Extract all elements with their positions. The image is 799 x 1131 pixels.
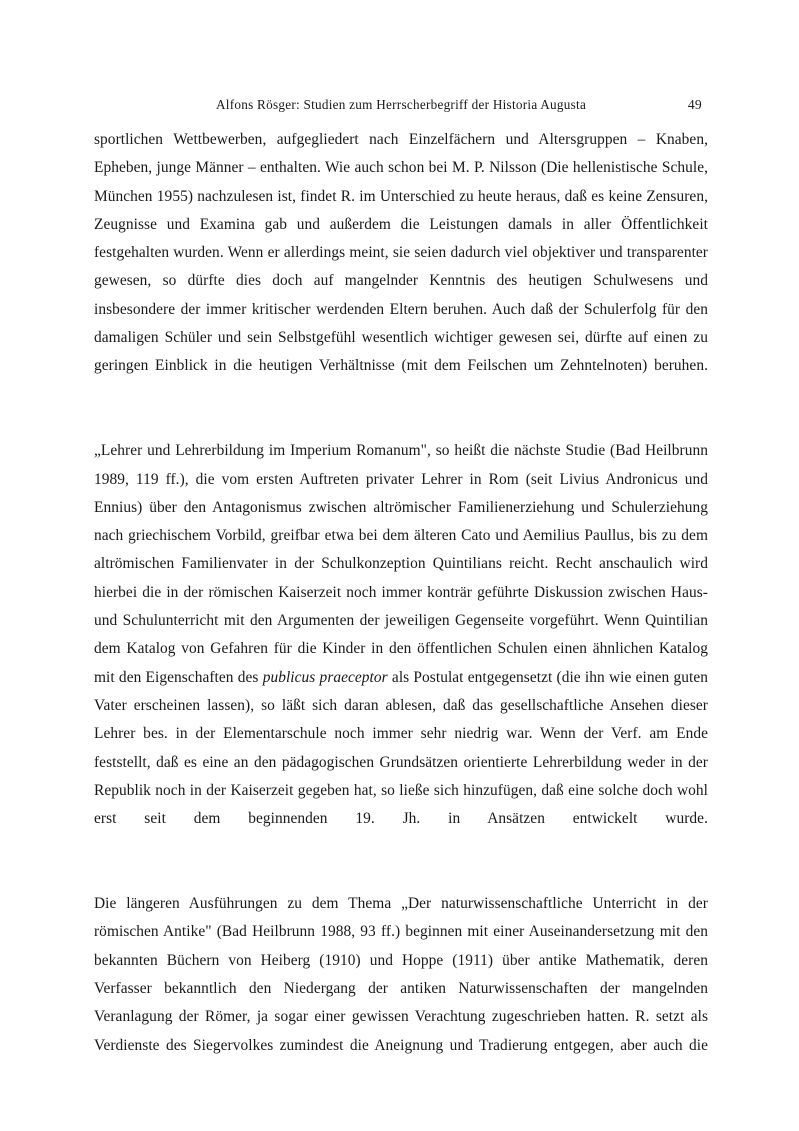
running-head bbox=[94, 96, 708, 116]
running-head-title: Alfons Rösger: Studien zum Herrscherbegriff der Historia Augusta bbox=[216, 97, 587, 112]
paragraph-2-segment-2: als Postulat entgegensetzt (die ihn wie einen guten Vater erscheinen lassen), so läßt sich daran ablesen, daß das gesellschaftliche Ansehen dieser Lehrer bes. in der Elementarschule noch immer sehr niedrig war. Wenn der Verf. am Ende feststellt, daß es eine an den pädagogischen Grundsätzen orientierte Lehrerbildung weder in der Republik noch in der Kaiserzeit gegeben hat, so ließe sich hinzufügen, daß eine solche doch wohl erst seit dem beginnenden 19. Jh. in Ansätzen entwickelt wurde. bbox=[94, 668, 708, 828]
paragraph-2-segment-1: „Lehrer und Lehrerbildung im Imperium Romanum", so heißt die nächste Studie (Bad Heilbrunn 1989, 119 ff.), die vom ersten Auftreten privater Lehrer in Rom (seit Livius Andronicus und Ennius) über den Antagonismus zwischen altrömischer Familienerziehung und Schulerziehung nach griechischem Vorbild, greifbar etwa bei dem älteren Cato und Aemilius Paullus, bis zu dem altrömischen Familienvater in der Schulkonzeption Quintilians reicht. Recht anschaulich wird hierbei die in der römischen Kaiserzeit noch immer konträr geführte Diskussion zwischen Haus- und Schulunterricht mit den Argumenten der jeweiligen Gegenseite vorgeführt. Wenn Quintilian dem Katalog von Gefahren für die Kinder in den öffentlichen Schulen einen ähnlichen Katalog mit den Eigenschaften des bbox=[94, 442, 708, 686]
paragraph-3: Die längeren Ausführungen zu dem Thema „Der naturwissenschaftliche Unterricht in der römischen Antike" (Bad Heilbrunn 1988, 93 ff.) beginnen mit einer Auseinandersetzung mit den bekannten Büchern von Heiberg (1910) und Hoppe (1911) über antike Mathematik, deren Verfasser bekanntlich den Niedergang der antiken Naturwissenschaften der mangelnden Veranlagung der Römer, ja sogar einer gewissen Verachtung zugeschrieben hatten. R. setzt als Verdienste des Siegervolkes zumindest die Aneignung und Tradierung entgegen, aber auch die bbox=[94, 895, 708, 1054]
page-number: 49 bbox=[687, 97, 702, 112]
latin-term-publicus-praeceptor: publicus praeceptor bbox=[262, 668, 388, 686]
paragraph-2 bbox=[94, 437, 708, 861]
paragraph-1: sportlichen Wettbewerben, aufgegliedert nach Einzelfächern und Altersgruppen – Knaben, Epheben, junge Männer – enthalten. Wie auch schon bei M. P. Nilsson (Die hellenistische Schule, München 1955) nachzulesen ist, findet R. im Unterschied zu heute heraus, daß es keine Zensuren, Zeugnisse und Examina gab und außerdem die Leistungen damals in aller Öffentlichkeit festgehalten wurden. Wenn er allerdings meint, sie seien dadurch viel objektiver und transparenter gewesen, so dürfte dies doch auf mangelnder Kenntnis des heutigen Schulwesens und insbesondere der immer kritischer werdenden Eltern beruhen. Auch daß der Schulerfolg für den damaligen Schüler und sein Selbstgefühl wesentlich wichtiger gewesen sei, dürfte auf einen zu geringen Einblick in die heutigen Verhältnisse (mit dem Feilschen um Zehntelnoten) beruhen. bbox=[94, 131, 708, 375]
body-text-block bbox=[94, 126, 708, 1088]
